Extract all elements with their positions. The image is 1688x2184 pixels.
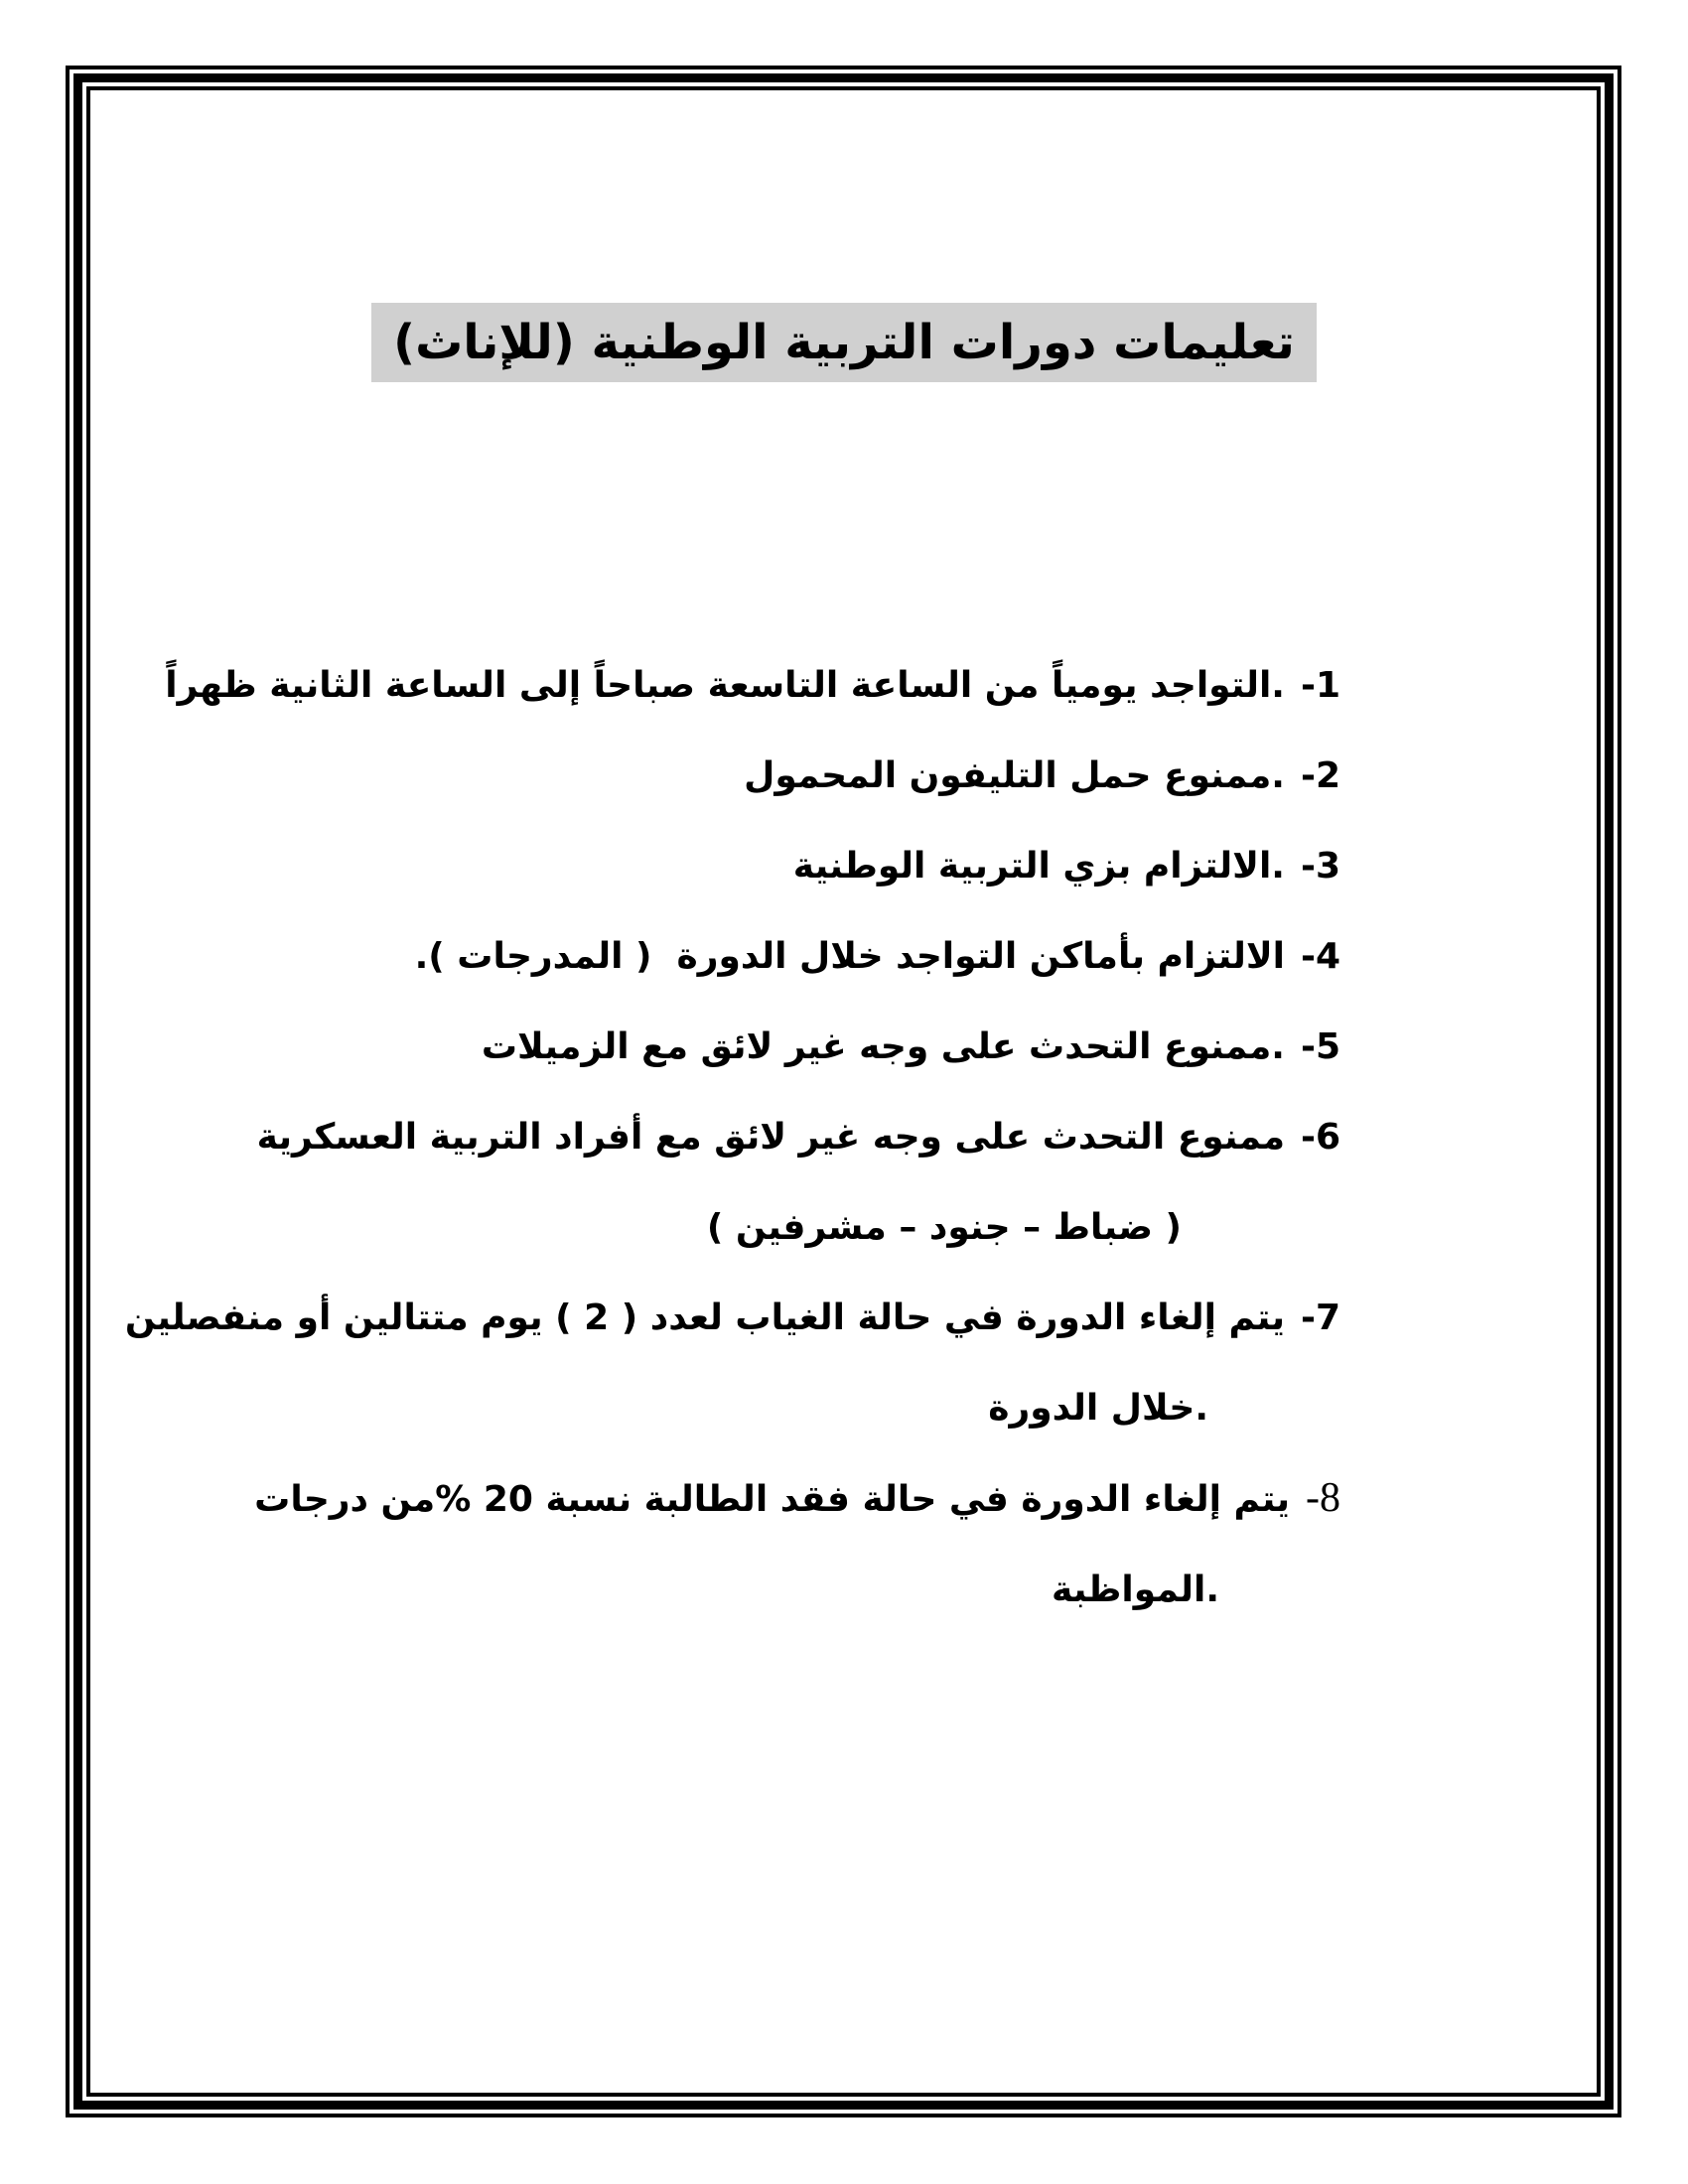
instruction-line: [238, 731, 1340, 821]
instruction-list: [124, 640, 1340, 1635]
item-text: يتم إلغاء الدورة في حالة فقد الطالبة نسبة 20 %من درجات: [254, 1479, 1290, 1520]
item-text: .ممنوع حمل التليفون المحمول: [744, 755, 1285, 796]
item-text: الالتزام بأماكن التواجد خلال الدورة ( المدرجات ).: [414, 936, 1285, 977]
instruction-line: [124, 1273, 1340, 1363]
item-number: 6-: [1300, 1117, 1340, 1158]
item-text: ممنوع التحدث على وجه غير لائق مع أفراد التربية العسكرية: [256, 1117, 1285, 1158]
item-text: ( ضباط – جنود – مشرفين ): [706, 1207, 1182, 1248]
instruction-line: [238, 821, 1340, 911]
title-row: [94, 303, 1594, 382]
item-number: 3-: [1300, 846, 1340, 887]
item-text: .خلال الدورة: [988, 1388, 1208, 1429]
item-number: 4-: [1300, 936, 1340, 977]
instruction-line: [238, 1002, 1340, 1092]
item-text: .الالتزام بزي التربية الوطنية: [792, 846, 1285, 887]
instruction-continuation-line: [238, 1182, 1340, 1273]
instruction-line: [238, 1092, 1340, 1182]
item-text: .المواظبة: [1051, 1570, 1219, 1610]
list-item-2: [238, 731, 1340, 821]
page-content: [94, 90, 1594, 2090]
item-text: يتم إلغاء الدورة في حالة الغياب لعدد ( 2 ) يوم متتالين أو منفصلين: [124, 1297, 1285, 1338]
item-number: 2-: [1300, 755, 1340, 796]
list-item-6: [238, 1092, 1340, 1273]
item-text: .التواجد يومياً من الساعة التاسعة صباحاً إلى الساعة الثانية ظهراً: [165, 665, 1285, 706]
instruction-line: [238, 1453, 1340, 1545]
list-item-3: [238, 821, 1340, 911]
item-text: .ممنوع التحدث على وجه غير لائق مع الزميلات: [481, 1026, 1285, 1067]
item-number: 1-: [1300, 665, 1340, 706]
item-number: 5-: [1300, 1026, 1340, 1067]
list-item-7: [124, 1273, 1340, 1453]
list-item-1: [165, 640, 1340, 731]
instruction-continuation-line: [238, 1363, 1340, 1453]
list-item-5: [238, 1002, 1340, 1092]
page-title: تعليمات دورات التربية الوطنية (للإناث): [371, 303, 1317, 382]
item-number: 7-: [1300, 1297, 1340, 1338]
list-item-8: [238, 1453, 1340, 1635]
list-item-4: [238, 911, 1340, 1002]
instruction-continuation-line: [238, 1545, 1340, 1635]
instruction-line: [238, 911, 1340, 1002]
instruction-line: [165, 640, 1340, 731]
item-number: 8-: [1306, 1475, 1340, 1521]
